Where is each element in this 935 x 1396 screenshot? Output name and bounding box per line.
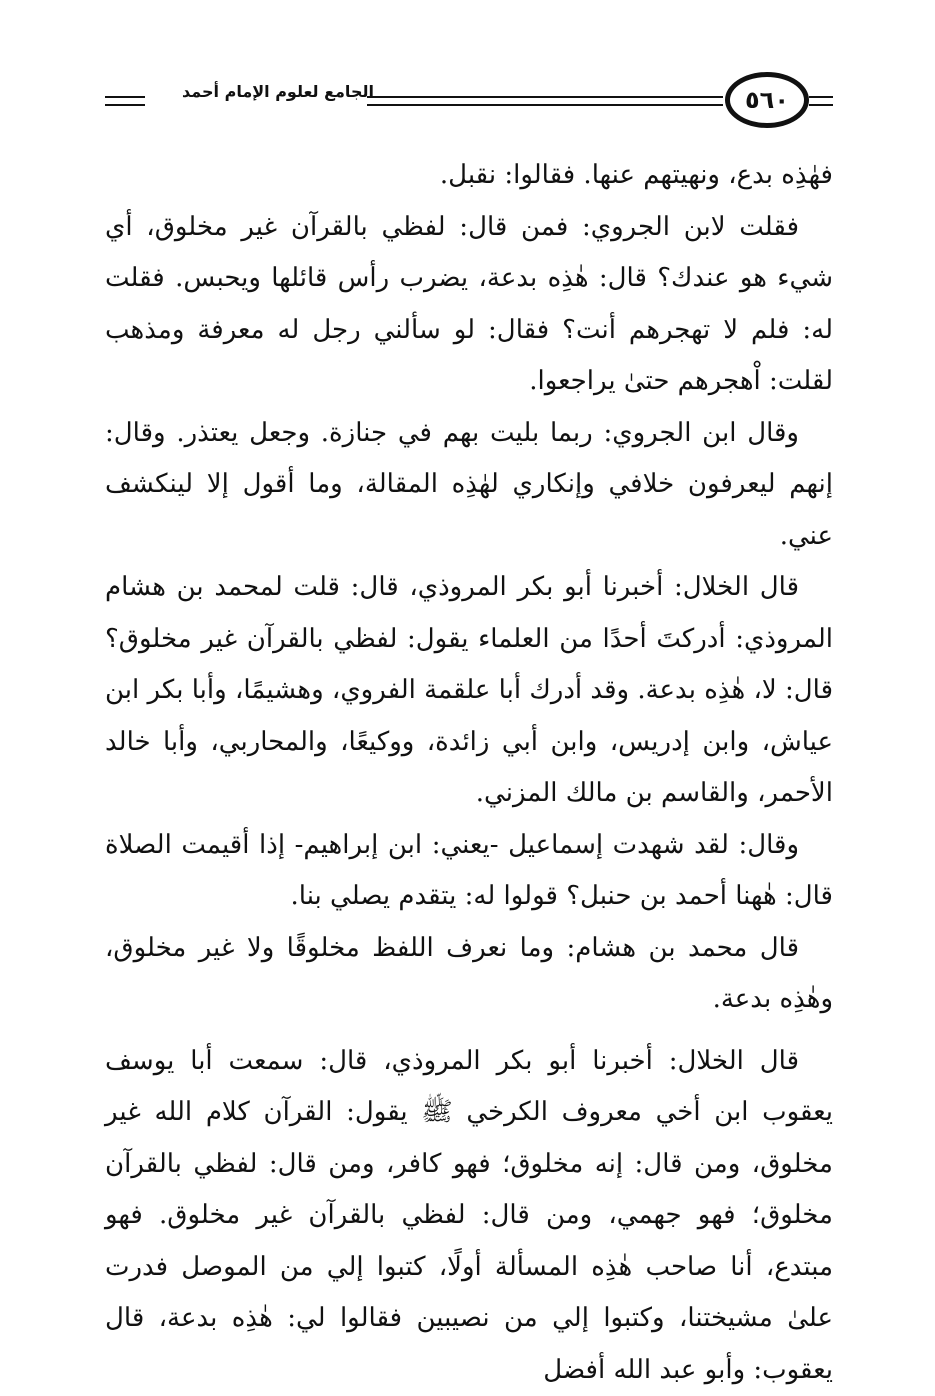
header-rule-left — [105, 96, 145, 106]
paragraph-3: وقال ابن الجروي: ربما بليت بهم في جنازة. وجعل يعتذر. وقال: إنهم ليعرفون خلافي وإنكاري لهٰذِه المقالة، وما أقول إلا لينكشف عني. — [105, 408, 833, 563]
paragraph-5: وقال: لقد شهدت إسماعيل -يعني: ابن إبراهيم- إذا أقيمت الصلاة قال: هٰهنا أحمد بن حنبل؟ قولوا له: يتقدم يصلي بنا. — [105, 820, 833, 923]
page-number: ٥٦٠ — [745, 86, 789, 114]
header-rule-right — [809, 96, 833, 106]
body-text — [105, 150, 833, 1396]
page-header — [105, 70, 833, 140]
paragraph-2: فقلت لابن الجروي: فمن قال: لفظي بالقرآن غير مخلوق، أي شيء هو عندك؟ قال: هٰذِه بدعة، يضرب رأس قائلها ويحبس. فقلت له: فلم لا تهجرهم أنت؟ فقال: لو سألني رجل له معرفة ومذهب لقلت: اْهجرهم حتىٰ يراجعوا. — [105, 202, 833, 408]
paragraph-7: قال الخلال: أخبرنا أبو بكر المروذي، قال: سمعت أبا يوسف يعقوب ابن أخي معروف الكرخي ﷺ يقول: القرآن كلام الله غير مخلوق، ومن قال: إنه مخلوق؛ فهو كافر، ومن قال: لفظي بالقرآن مخلوق؛ فهو جهمي، ومن قال: لفظي بالقرآن غير مخلوق. فهو مبتدع، أنا صاحب هٰذِه المسألة أولًا، كتبوا إلي من الموصل فدرت علىٰ مشيختنا، وكتبوا إلي من نصيبين فقالوا لي: هٰذِه بدعة، قال يعقوب: وأبو عبد الله أفضل — [105, 1036, 833, 1396]
paragraph-6: قال محمد بن هشام: وما نعرف اللفظ مخلوقًا ولا غير مخلوق، وهٰذِه بدعة. — [105, 923, 833, 1026]
page-number-badge — [725, 72, 809, 128]
header-rule-middle — [367, 96, 723, 106]
paragraph-4: قال الخلال: أخبرنا أبو بكر المروذي، قال: قلت لمحمد بن هشام المروذي: أدركتَ أحدًا من العلماء يقول: لفظي بالقرآن غير مخلوق؟ قال: لا، هٰذِه بدعة. وقد أدرك أبا علقمة الفروي، وهشيمًا، وأبا بكر ابن عياش، وابن إدريس، وابن أبي زائدة، ووكيعًا، والمحاربي، وأبا خالد الأحمر، والقاسم بن مالك المزني. — [105, 562, 833, 820]
paragraph-1: فهٰذِه بدع، ونهيتهم عنها. فقالوا: نقبل. — [105, 150, 833, 202]
running-title: الجامع لعلوم الإمام أحمد — [153, 82, 403, 101]
